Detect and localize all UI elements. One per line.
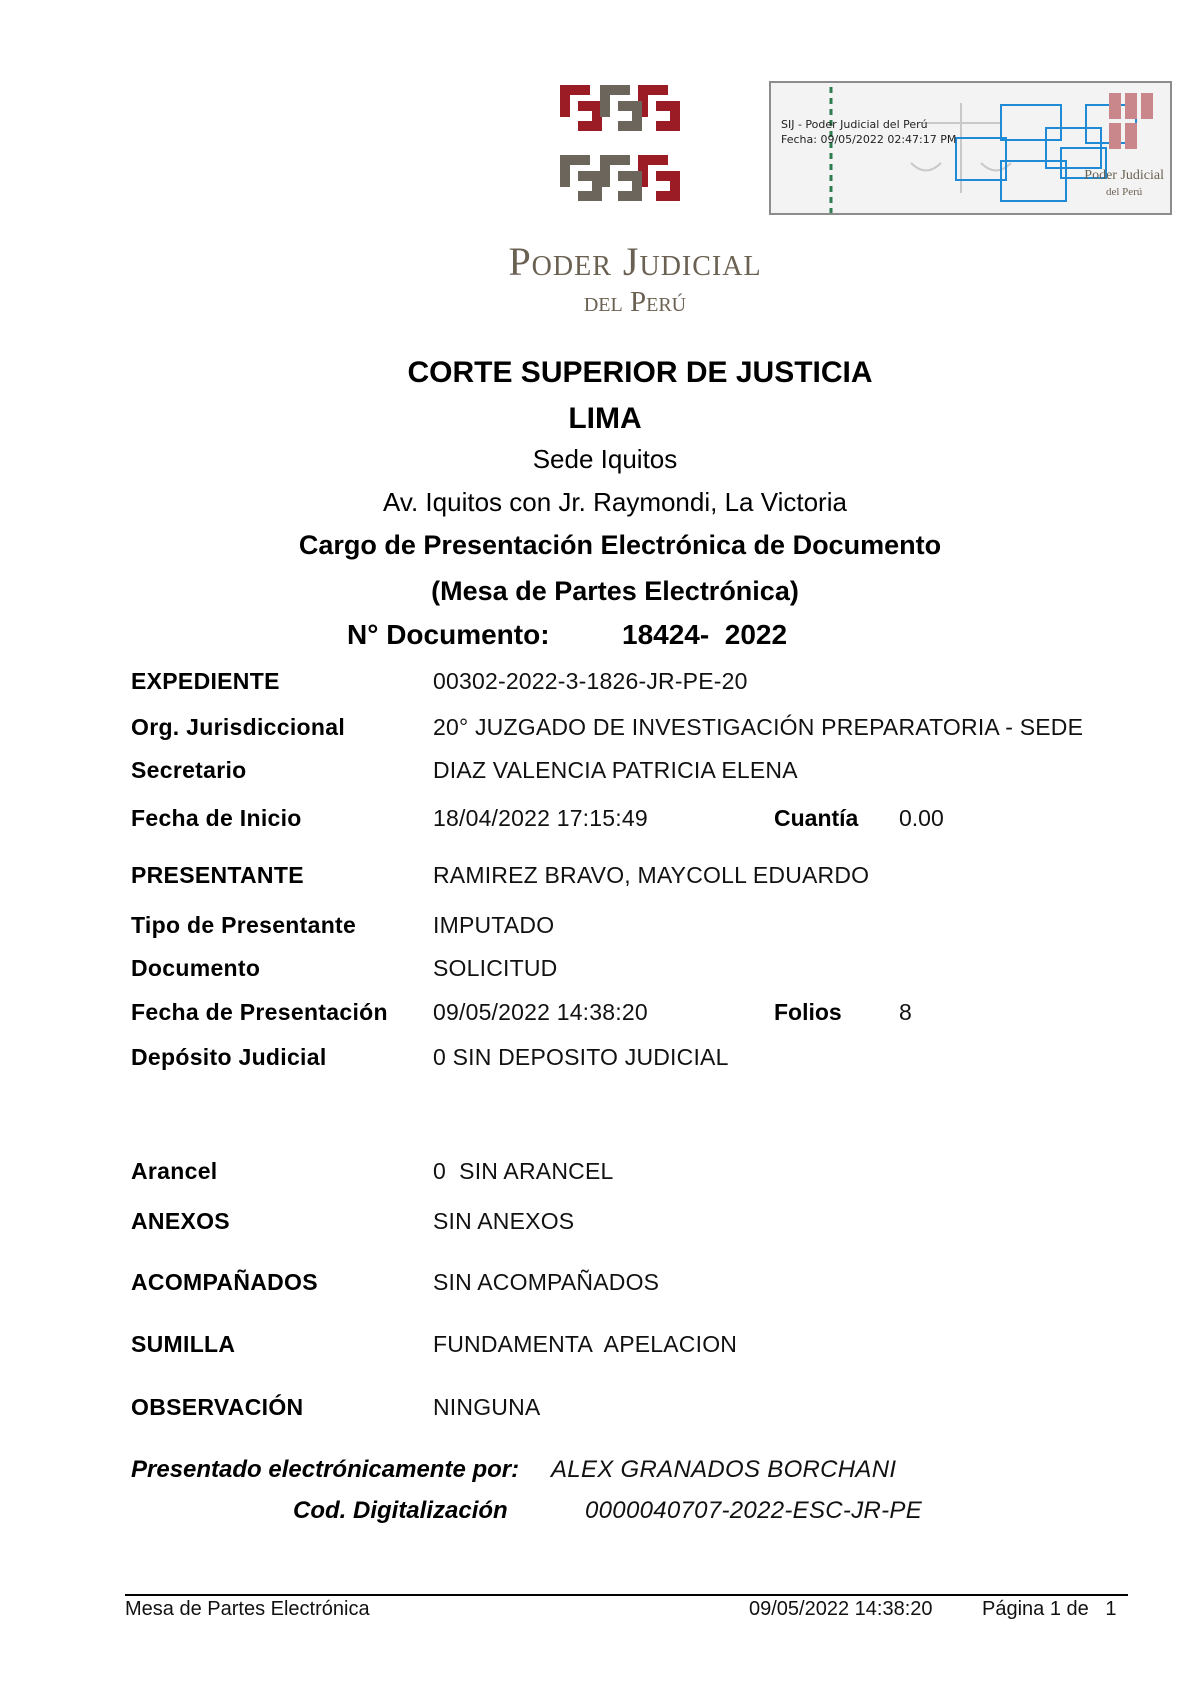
stamp-line2: Fecha: 09/05/2022 02:47:17 PM xyxy=(781,133,957,146)
tipo-presentante-label: Tipo de Presentante xyxy=(131,912,357,938)
acompanados-label: ACOMPAÑADOS xyxy=(131,1269,318,1295)
stamp-signature-text xyxy=(781,117,956,147)
anexos-value: SIN ANEXOS xyxy=(433,1208,575,1234)
acompanados-value: SIN ACOMPAÑADOS xyxy=(433,1269,660,1295)
deposito-judicial-value: 0 SIN DEPOSITO JUDICIAL xyxy=(433,1044,729,1070)
poder-judicial-logo xyxy=(560,85,705,225)
presentante-label: PRESENTANTE xyxy=(131,862,304,888)
stamp-org-name xyxy=(1084,167,1164,201)
document-number-label: N° Documento: xyxy=(347,619,550,650)
fecha-inicio-value: 18/04/2022 17:15:49 xyxy=(433,805,648,831)
observacion-label: OBSERVACIÓN xyxy=(131,1394,304,1420)
stamp-line1: SIJ - Poder Judicial del Perú xyxy=(781,118,928,131)
document-subtitle: (Mesa de Partes Electrónica) xyxy=(431,576,799,606)
digital-signature-stamp xyxy=(769,81,1172,215)
cuantia-label: Cuantía xyxy=(774,805,859,831)
deposito-judicial-label: Depósito Judicial xyxy=(131,1044,327,1070)
cuantia-value: 0.00 xyxy=(899,805,944,831)
court-city: LIMA xyxy=(568,402,642,435)
digitization-code-label: Cod. Digitalización xyxy=(293,1497,508,1524)
court-sede: Sede Iquitos xyxy=(532,444,678,474)
documento-label: Documento xyxy=(131,955,261,981)
folios-label: Folios xyxy=(774,999,842,1025)
stamp-org-line2: del Perú xyxy=(1105,186,1143,198)
footer-page-number: Página 1 de 1 xyxy=(982,1598,1117,1620)
documento-value: SOLICITUD xyxy=(433,955,558,981)
anexos-label: ANEXOS xyxy=(131,1208,230,1234)
presented-by-label: Presentado electrónicamente por: xyxy=(131,1456,520,1483)
sumilla-label: SUMILLA xyxy=(131,1331,236,1357)
arancel-value: 0 SIN ARANCEL xyxy=(433,1158,614,1184)
presented-by-value: ALEX GRANADOS BORCHANI xyxy=(551,1456,897,1483)
document-number-value: 18424- 2022 xyxy=(622,619,788,650)
footer-divider xyxy=(125,1594,1128,1596)
court-address: Av. Iquitos con Jr. Raymondi, La Victoria xyxy=(383,487,847,517)
org-name-line1: Poder Judicial xyxy=(508,239,762,284)
org-jurisdiccional-label: Org. Jurisdiccional xyxy=(131,714,346,740)
secretario-label: Secretario xyxy=(131,757,247,783)
presentante-value: RAMIREZ BRAVO, MAYCOLL EDUARDO xyxy=(433,862,870,888)
footer-datetime: 09/05/2022 14:38:20 xyxy=(749,1598,933,1620)
stamp-org-line1: Poder Judicial xyxy=(1084,168,1164,183)
fecha-presentacion-label: Fecha de Presentación xyxy=(131,999,388,1025)
sumilla-value: FUNDAMENTA APELACION xyxy=(433,1331,738,1357)
footer-left-text: Mesa de Partes Electrónica xyxy=(125,1598,370,1620)
fecha-presentacion-value: 09/05/2022 14:38:20 xyxy=(433,999,648,1025)
court-title: CORTE SUPERIOR DE JUSTICIA xyxy=(407,356,873,389)
org-jurisdiccional-value: 20° JUZGADO DE INVESTIGACIÓN PREPARATORIA - SEDE xyxy=(433,714,1084,740)
document-title: Cargo de Presentación Electrónica de Documento xyxy=(298,530,942,560)
digitization-code-value: 0000040707-2022-ESC-JR-PE xyxy=(585,1497,923,1524)
observacion-value: NINGUNA xyxy=(433,1394,541,1420)
secretario-value: DIAZ VALENCIA PATRICIA ELENA xyxy=(433,757,798,783)
poder-judicial-name xyxy=(470,240,800,320)
expediente-value: 00302-2022-3-1826-JR-PE-20 xyxy=(433,668,748,694)
expediente-label: EXPEDIENTE xyxy=(131,668,280,694)
tipo-presentante-value: IMPUTADO xyxy=(433,912,555,938)
folios-value: 8 xyxy=(899,999,912,1025)
arancel-label: Arancel xyxy=(131,1158,218,1184)
fecha-inicio-label: Fecha de Inicio xyxy=(131,805,302,831)
org-name-line2: del Perú xyxy=(583,286,687,318)
